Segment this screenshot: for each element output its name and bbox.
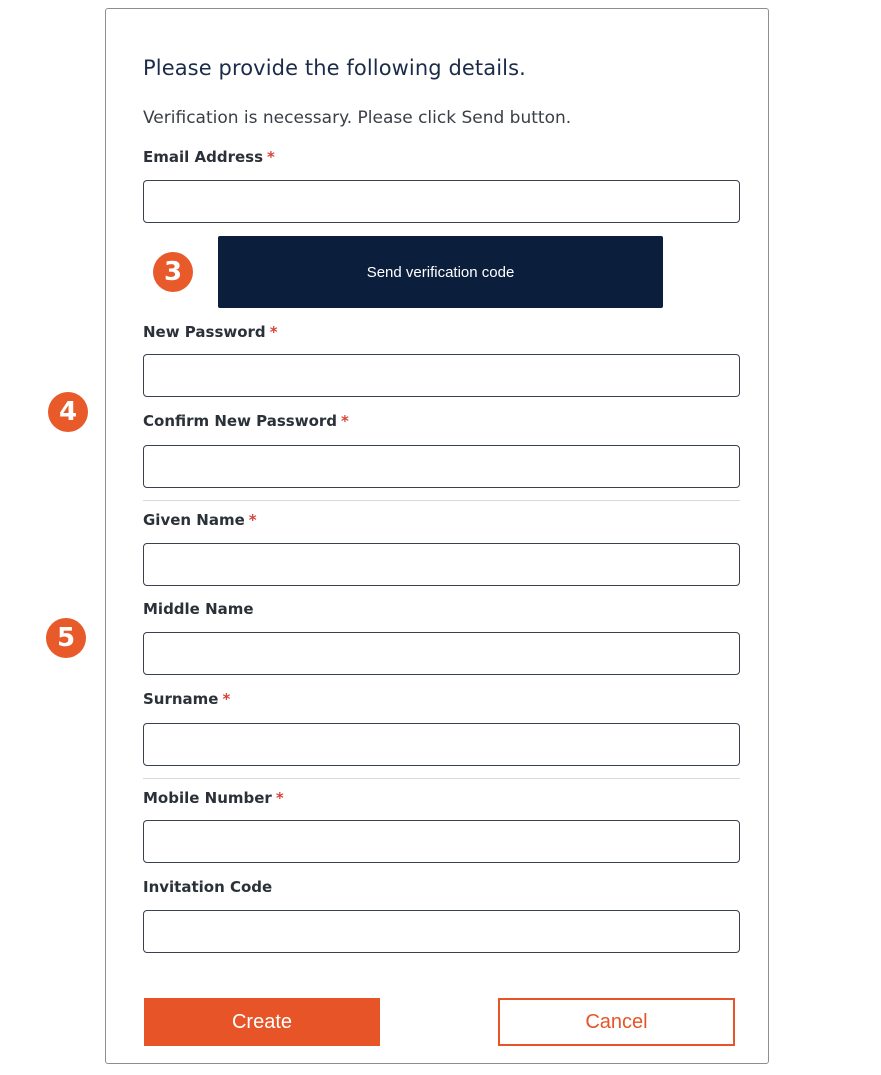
email-label-text: Email Address <box>143 148 264 166</box>
middle-name-input[interactable] <box>143 632 740 675</box>
invitation-code-input[interactable] <box>143 910 740 953</box>
middle-name-label-text: Middle Name <box>143 600 254 618</box>
section-divider <box>143 778 740 779</box>
required-marker: * <box>267 148 275 166</box>
middle-name-label <box>143 600 254 618</box>
step-badge-3: 3 <box>153 252 193 292</box>
email-label <box>143 148 275 166</box>
create-button[interactable]: Create <box>144 998 380 1046</box>
section-divider <box>143 500 740 501</box>
invitation-code-label-text: Invitation Code <box>143 878 273 896</box>
confirm-password-label-text: Confirm New Password <box>143 412 338 430</box>
mobile-number-label-text: Mobile Number <box>143 789 272 807</box>
invitation-code-label <box>143 878 272 896</box>
required-marker: * <box>341 412 349 430</box>
required-marker: * <box>248 511 257 529</box>
given-name-label <box>143 511 257 529</box>
required-marker: * <box>269 323 278 341</box>
confirm-password-label <box>143 412 349 430</box>
given-name-label-text: Given Name <box>143 511 245 529</box>
new-password-label-text: New Password <box>143 323 266 341</box>
new-password-label <box>143 323 278 341</box>
form-card <box>105 8 769 1064</box>
mobile-number-input[interactable] <box>143 820 740 863</box>
new-password-input[interactable] <box>143 354 740 397</box>
form-heading: Please provide the following details. <box>143 56 526 80</box>
verification-instructions: Verification is necessary. Please click Send button. <box>143 108 572 128</box>
surname-input[interactable] <box>143 723 740 766</box>
step-badge-4: 4 <box>48 392 88 432</box>
confirm-password-input[interactable] <box>143 445 740 488</box>
send-verification-code-button[interactable]: Send verification code <box>218 236 663 308</box>
given-name-input[interactable] <box>143 543 740 586</box>
mobile-number-label <box>143 789 284 807</box>
email-input[interactable] <box>143 180 740 223</box>
cancel-button[interactable]: Cancel <box>498 998 735 1046</box>
surname-label <box>143 690 230 708</box>
surname-label-text: Surname <box>143 690 219 708</box>
step-badge-5: 5 <box>46 618 86 658</box>
required-marker: * <box>275 789 284 807</box>
required-marker: * <box>222 690 231 708</box>
